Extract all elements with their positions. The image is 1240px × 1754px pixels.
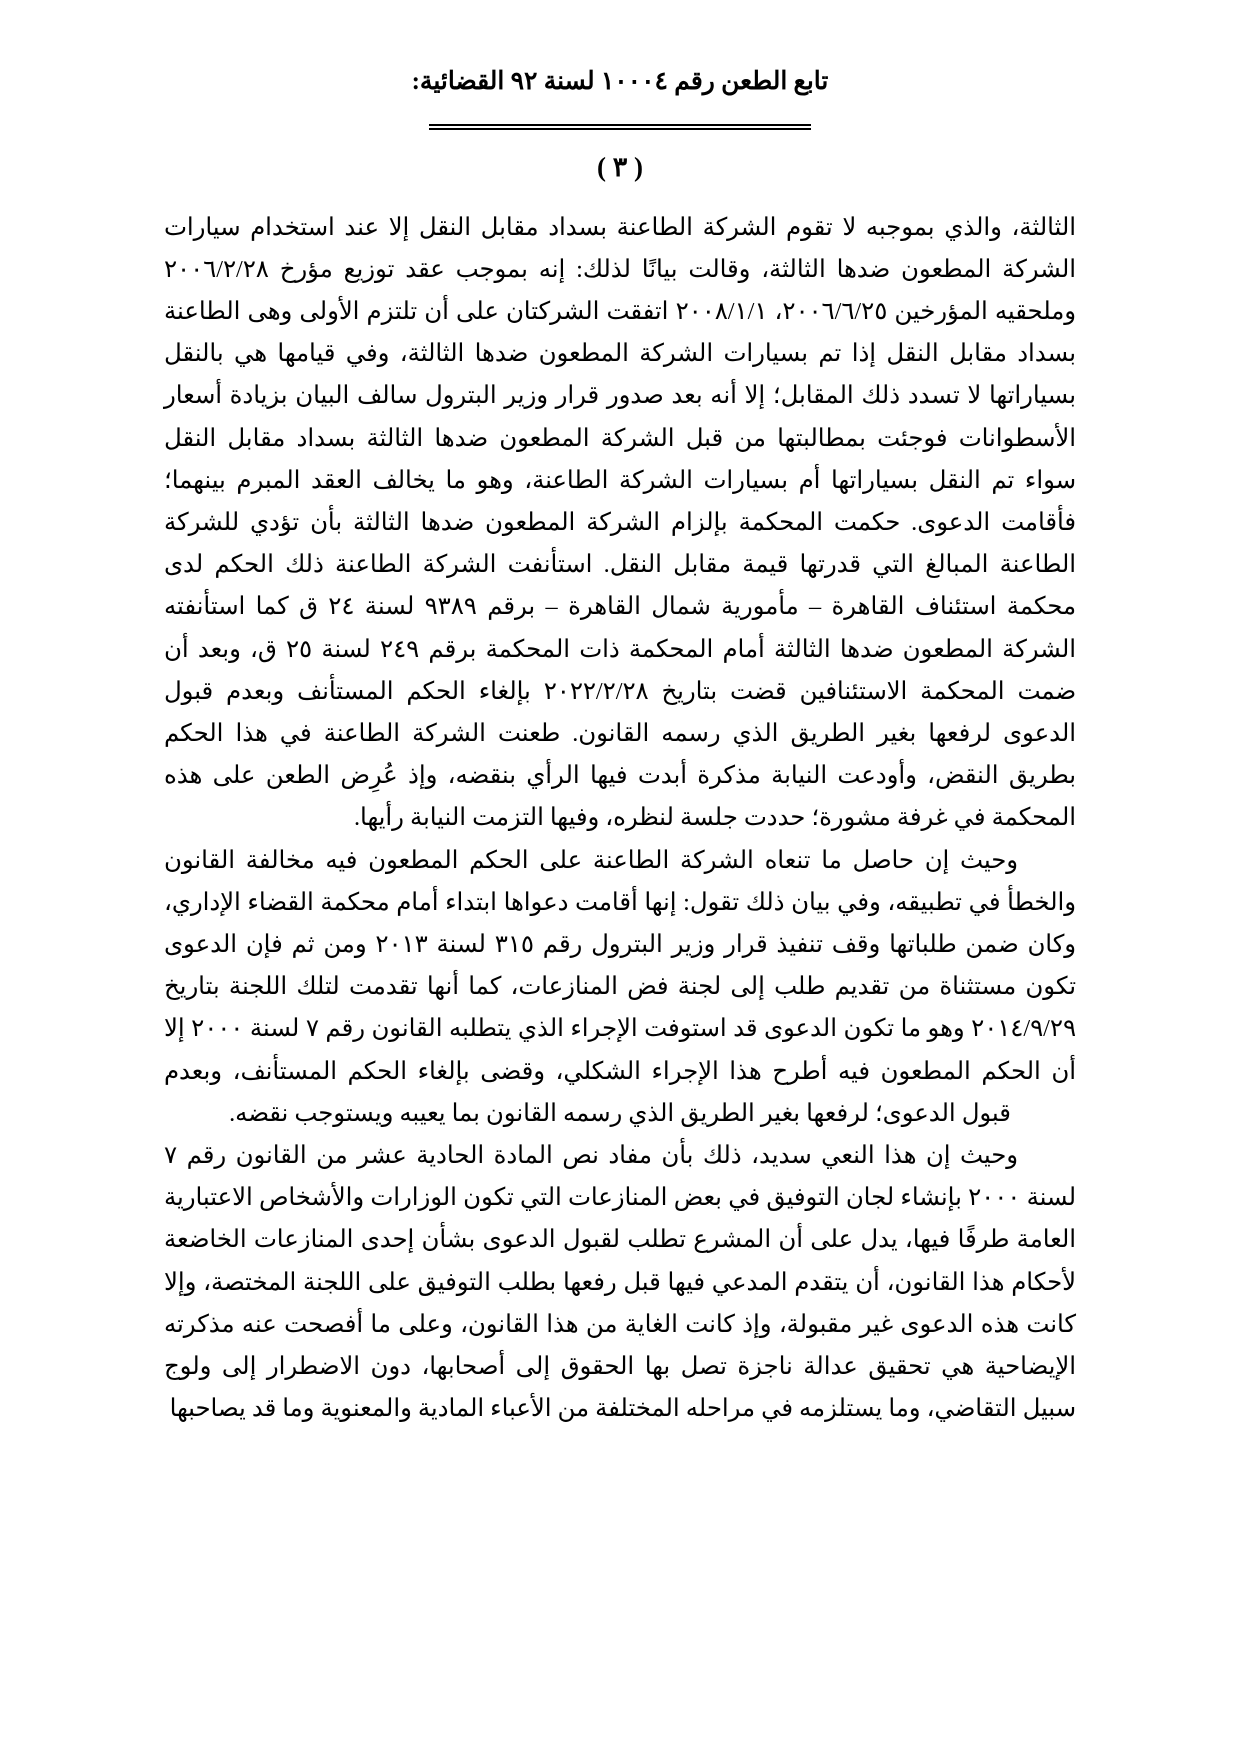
paragraph-ruling: وحيث إن هذا النعي سديد، ذلك بأن مفاد نص المادة الحادية عشر من القانون رقم ٧ لسنة ٢٠٠٠ بإنشاء لجان التوفيق في بعض المنازعات التي تكون الوزارات والأشخاص الاعتبارية العامة طرفًا فيها، يدل على أن المشرع تطلب لقبول الدعوى بشأن إحدى المنازعات الخاضعة لأحكام هذا القانون، أن يتقدم المدعي فيها قبل رفعها بطلب التوفيق على اللجنة المختصة، وإلا كانت هذه الدعوى غير مقبولة، وإذ كانت الغاية من هذا القانون، وعلى ما أفصحت عنه مذكرته الإيضاحية هي تحقيق عدالة ناجزة تصل بها الحقوق إلى أصحابها، دون الاضطرار إلى ولوج سبيل التقاضي، وما يستلزمه في مراحله المختلفة من الأعباء المادية والمعنوية وما قد يصاحبها <box>164 1141 1077 1423</box>
header-divider-wrap <box>0 124 1240 130</box>
document-body <box>164 183 1076 1431</box>
paragraph-grounds: وحيث إن حاصل ما تنعاه الشركة الطاعنة على الحكم المطعون فيه مخالفة القانون والخطأ في تطبيقه، وفي بيان ذلك تقول: إنها أقامت دعواها ابتداء أمام محكمة القضاء الإداري، وكان ضمن طلباتها وقف تنفيذ قرار وزير البترول رقم ٣١٥ لسنة ٢٠١٣ ومن ثم فإن الدعوى تكون مستثناة من تقديم طلب إلى لجنة فض المنازعات، كما أنها تقدمت لتلك اللجنة بتاريخ ٢٠١٤/٩/٢٩ وهو ما تكون الدعوى قد استوفت الإجراء الذي يتطلبه القانون رقم ٧ لسنة ٢٠٠٠ إلا أن الحكم المطعون فيه أطرح هذا الإجراء الشكلي، وقضى بإلغاء الحكم المستأنف، وبعدم قبول الدعوى؛ لرفعها بغير الطريق الذي رسمه القانون بما يعيبه ويستوجب نقضه. <box>164 846 1077 1127</box>
header-divider <box>429 124 811 130</box>
page-number: ( ٣ ) <box>596 151 643 182</box>
page-header: تابع الطعن رقم ١٠٠٠٤ لسنة ٩٢ القضائية: <box>411 68 829 95</box>
paragraph-facts: الثالثة، والذي بموجبه لا تقوم الشركة الطاعنة بسداد مقابل النقل إلا عند استخدام سيارات الشركة المطعون ضدها الثالثة، وقالت بيانًا لذلك: إنه بموجب عقد توزيع مؤرخ ٢٠٠٦/٢/٢٨ وملحقيه المؤرخين ٢٠٠٦/٦/٢٥، ٢٠٠٨/١/١ اتفقت الشركتان على أن تلتزم الأولى وهى الطاعنة بسداد مقابل النقل إذا تم بسيارات الشركة المطعون ضدها الثالثة، وفي قيامها هي بالنقل بسياراتها لا تسدد ذلك المقابل؛ إلا أنه بعد صدور قرار وزير البترول سالف البيان بزيادة أسعار الأسطوانات فوجئت بمطالبتها من قبل الشركة المطعون ضدها الثالثة بسداد مقابل النقل سواء تم النقل بسياراتها أم بسيارات الشركة الطاعنة، وهو ما يخالف العقد المبرم بينهما؛ فأقامت الدعوى. حكمت المحكمة بإلزام الشركة المطعون ضدها الثالثة بأن تؤدي للشركة الطاعنة المبالغ التي قدرتها قيمة مقابل النقل. استأنفت الشركة الطاعنة ذلك الحكم لدى محكمة استئناف القاهرة – مأمورية شمال القاهرة – برقم ٩٣٨٩ لسنة ٢٤ ق كما استأنفته الشركة المطعون ضدها الثالثة أمام المحكمة ذات المحكمة برقم ٢٤٩ لسنة ٢٥ ق، وبعد أن ضمت المحكمة الاستئنافين قضت بتاريخ ٢٠٢٢/٢/٢٨ بإلغاء الحكم المستأنف وبعدم قبول الدعوى لرفعها بغير الطريق الذي رسمه القانون. طعنت الشركة الطاعنة في هذا الحكم بطريق النقض، وأودعت النيابة مذكرة أبدت فيها الرأي بنقضه، وإذ عُرِض الطعن على هذه المحكمة في غرفة مشورة؛ حددت جلسة لنظره، وفيها التزمت النيابة رأيها. <box>164 213 1076 832</box>
